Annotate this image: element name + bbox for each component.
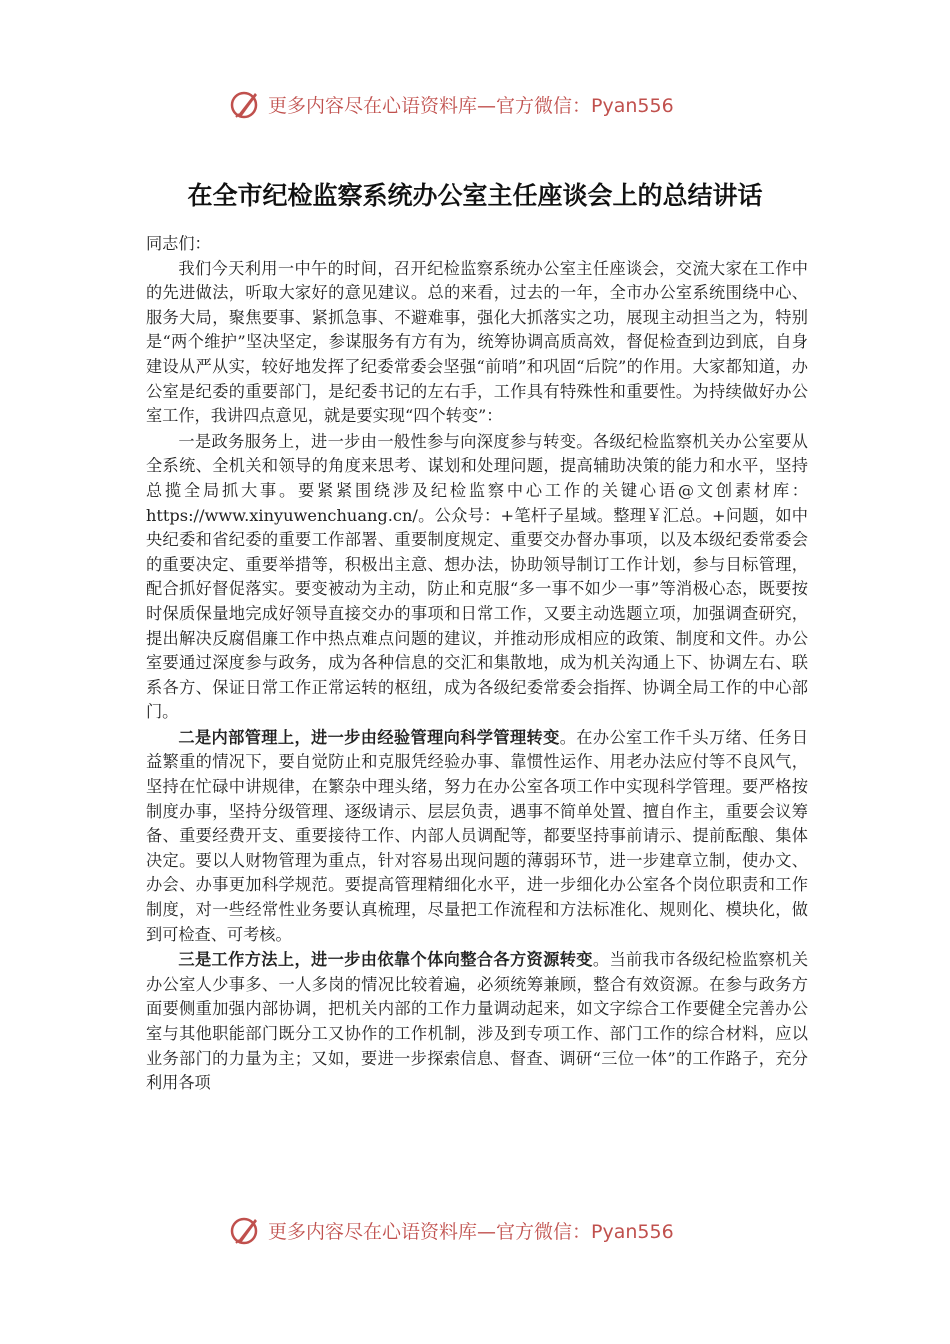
quill-pen-icon: [228, 87, 262, 121]
paragraph-4-heading: 三是工作方法上，进一步由依靠个体向整合各方资源转变: [178, 950, 593, 970]
banner-text: 更多内容尽在心语资料库—官方微信：Pyan556: [268, 94, 674, 117]
paragraph-3-body: 。在办公室工作千头万绪、任务日益繁重的情况下，要自觉防止和克服凭经验办事、靠惯性运作、用老办法应付等不良风气，坚持在忙碌中讲规律，在繁杂中理头绪，努力在办公室各项工作中实现科学管理。要严格按制度办事，坚持分级管理、逐级请示、层层负责，遇事不简单处置、擅自作主，重要会议筹备、重要经费开支、重要接待工作、内部人员调配等，都要坚持事前请示、提前酝酿、集体决定。要以人财物管理为重点，针对容易出现问题的薄弱环节，进一步建章立制，使办文、办会、办事更加科学规范。要提高管理精细化水平，进一步细化办公室各个岗位职责和工作制度，对一些经常性业务要认真梳理，尽量把工作流程和方法标准化、规则化、模块化，做到可检查、可考核。: [146, 727, 809, 944]
quill-pen-icon: [228, 1213, 262, 1247]
footer-watermark-banner: [228, 1210, 674, 1250]
document-body: [146, 232, 808, 1096]
banner-text: 更多内容尽在心语资料库—官方微信：Pyan556: [268, 1220, 674, 1243]
paragraph-4-body: 。当前我市各级纪检监察机关办公室人少事多、一人多岗的情况比较着遍，必须统筹兼顾，整合有效资源。在参与政务方面要侧重加强内部协调，把机关内部的工作力量调动起来，如文字综合工作要健全完善办公室与其他职能部门既分工又协作的工作机制，涉及到专项工作、部门工作的综合材料，应以业务部门的力量为主；又如，要进一步探索信息、督查、调研“三位一体”的工作路子，充分利用各项: [146, 950, 809, 1093]
paragraph-2: 一是政务服务上，进一步由一般性参与向深度参与转变。各级纪检监察机关办公室要从全系统、全机关和领导的角度来思考、谋划和处理问题，提高辅助决策的能力和水平，坚持总揽全局抓大事。要紧紧围绕涉及纪检监察中心工作的关键心语@文创素材库：https://www.xinyuwenchuang.cn/。公众号：+笔杆子星域。整理￥汇总。+问题，如中央纪委和省纪委的重要工作部署、重要制度规定、重要交办督办事项，以及本级纪委常委会的重要决定、重要举措等，积极出主意、想办法，协助领导制订工作计划，参与目标管理，配合抓好督促落实。要变被动为主动，防止和克服“多一事不如少一事”等消极心态，既要按时保质保量地完成好领导直接交办的事项和日常工作，又要主动选题立项，加强调查研究，提出解决反腐倡廉工作中热点难点问题的建议，并推动形成相应的政策、制度和文件。办公室要通过深度参与政务，成为各种信息的交汇和集散地，成为机关沟通上下、协调左右、联系各方、保证日常工作正常运转的枢纽，成为各级纪委常委会指挥、协调全局工作的中心部门。: [146, 431, 808, 722]
salutation: 同志们：: [146, 234, 211, 253]
paragraph-1: 我们今天利用一中午的时间，召开纪检监察系统办公室主任座谈会，交流大家在工作中的先进做法，听取大家好的意见建议。总的来看，过去的一年，全市办公室系统围绕中心、服务大局，聚焦要事、紧抓急事、不避难事，强化大抓落实之功，展现主动担当之为，特别是“两个维护”坚决坚定，参谋服务有方有为，统筹协调高质高效，督促检查到边到底，自身建设从严从实，较好地发挥了纪委常委会坚强“前哨”和巩固“后院”的作用。大家都知道，办公室是纪委的重要部门，是纪委书记的左右手，工作具有特殊性和重要性。为持续做好办公室工作，我讲四点意见，就是要实现“四个转变”：: [146, 258, 808, 426]
paragraph-4: [146, 948, 808, 1096]
paragraph-3-heading: 二是内部管理上，进一步由经验管理向科学管理转变: [178, 727, 560, 747]
header-watermark-banner: [228, 84, 674, 124]
document-title: 在全市纪检监察系统办公室主任座谈会上的总结讲话: [187, 181, 763, 210]
paragraph-3: [146, 726, 808, 947]
